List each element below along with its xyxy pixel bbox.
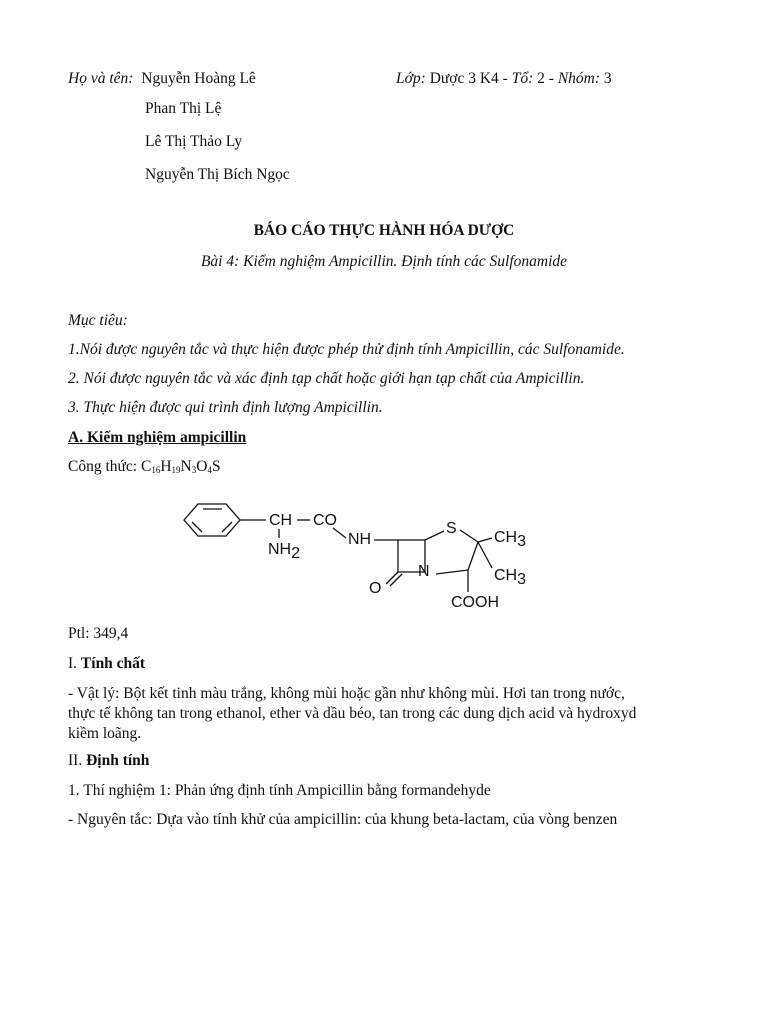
ampicillin-structure [176, 500, 536, 615]
objective-item: 2. Nói được nguyên tắc và xác định tạp chất hoặc giới hạn tạp chất của Ampicillin. [68, 370, 585, 387]
section-1-numeral: I. [68, 655, 78, 672]
bond [386, 572, 398, 584]
team-value: 3 [603, 70, 612, 87]
double-bond [390, 574, 402, 586]
nh2-label: NH2 [268, 541, 301, 562]
report-subtitle: Bài 4: Kiểm nghiệm Ampicillin. Định tính các Sulfonamide [200, 253, 568, 270]
physical-text: kiềm loãng. [68, 725, 142, 742]
bond [478, 538, 492, 542]
section-a-heading [68, 429, 246, 447]
nh-label: NH [348, 531, 372, 548]
student-names-row [68, 70, 256, 88]
physical-label: - Vật lý: [68, 685, 120, 702]
section-1-heading [68, 655, 145, 673]
o-label: O [369, 580, 382, 597]
class-value: Dược 3 K4 - [429, 70, 508, 87]
ch3-top-label: CH3 [494, 529, 527, 550]
member-name: Phan Thị Lệ [145, 100, 222, 117]
formula-label: Công thức: [68, 458, 138, 475]
member-name: Nguyễn Thị Bích Ngọc [145, 166, 290, 183]
n-label: N [418, 563, 430, 580]
name-label: Họ và tên: [68, 70, 134, 87]
objective-item: 1.Nói được nguyên tắc và thực hiện được phép thử định tính Ampicillin, các Sulfonamide. [68, 341, 625, 358]
bond [436, 570, 468, 574]
group-value: 2 - [537, 70, 554, 87]
physical-text: Bột kết tinh màu trắng, không mùi hoặc gần như không mùi. Hơi tan trong nước, [123, 685, 625, 702]
bond [478, 542, 492, 568]
bond [468, 542, 478, 570]
section-2-title: Định tính [86, 752, 150, 769]
ch-label: CH [269, 512, 293, 529]
co-label: CO [313, 512, 337, 529]
team-label: Nhóm: [557, 70, 601, 87]
section-2-numeral: II. [68, 752, 83, 769]
experiment-1-heading: 1. Thí nghiệm 1: Phản ứng định tính Ampicillin bằng formandehyde [68, 782, 491, 799]
section-1-title: Tính chất [80, 655, 146, 672]
molecular-weight: Ptl: 349,4 [68, 625, 129, 642]
class-label: Lớp: [396, 70, 426, 87]
objectives-heading: Mục tiêu: [68, 312, 128, 329]
s-label: S [446, 520, 457, 537]
class-info [396, 70, 612, 88]
bond [425, 531, 444, 540]
principle-text: - Nguyên tắc: Dựa vào tính khử của ampicillin: của khung beta-lactam, của vòng benzen [68, 811, 618, 828]
cooh-label: COOH [451, 594, 499, 611]
section-a-title: . Kiểm nghiệm ampicillin [79, 429, 247, 446]
section-2-heading [68, 752, 149, 770]
physical-properties-line [68, 685, 625, 703]
bond [333, 528, 346, 538]
member-name: Nguyễn Hoàng Lê [141, 70, 256, 87]
physical-text: thực tế không tan trong ethanol, ether và dầu béo, tan trong các dung dịch acid và hydroxyd [68, 705, 637, 722]
molecular-formula: $C_{16}H_{19}N_3O_4S$ [140, 458, 221, 475]
formula-line [68, 458, 221, 476]
report-title: BÁO CÁO THỰC HÀNH HÓA DƯỢC [253, 222, 515, 239]
section-a-letter: A [68, 429, 80, 446]
ch3-bottom-label: CH3 [494, 567, 527, 588]
member-name: Lê Thị Thảo Ly [145, 133, 243, 150]
group-label: Tổ: [511, 70, 534, 87]
bond [460, 530, 478, 542]
objective-item: 3. Thực hiện được qui trình định lượng Ampicillin. [68, 399, 383, 416]
